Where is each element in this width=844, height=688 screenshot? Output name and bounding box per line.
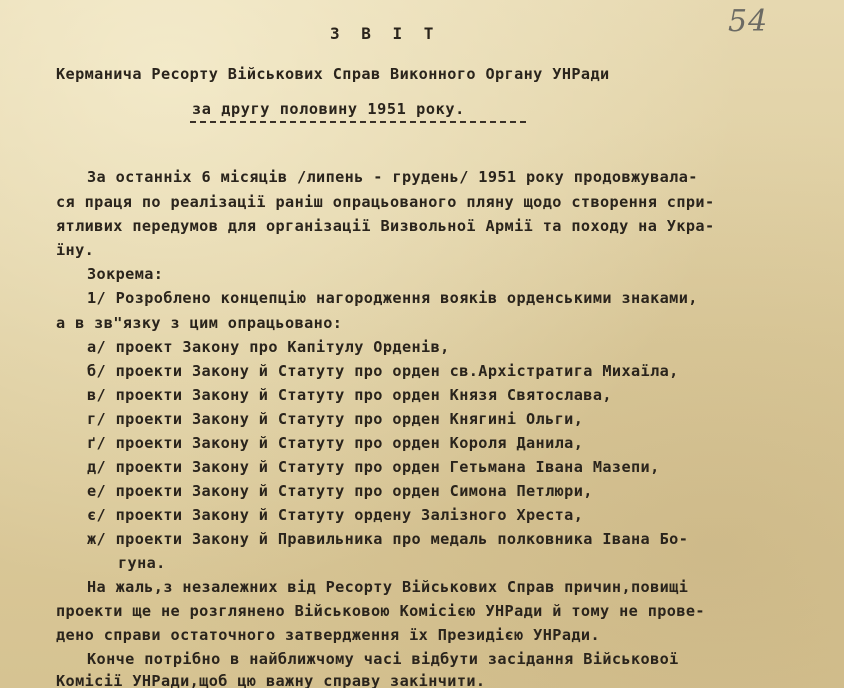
body-line-5: Зокрема: [87,265,164,283]
list-item-b: б/ проекти Закону й Статуту про орден св.Архістратига Михаїла, [87,362,679,380]
list-item-zh-cont: гуна. [118,554,166,572]
body-line-7: а в зв"язку з цим опрацьовано: [56,314,343,332]
body-line-8: На жаль,з незалежних від Ресорту Військових Справ причин,повищі [87,578,689,596]
list-item-h: г/ проекти Закону й Статуту про орден Княгині Ольги, [87,410,584,428]
body-line-3: ятливих передумов для організації Визвольної Армії та походу на Укра- [56,217,715,235]
document-subtitle: Керманича Ресорту Військових Справ Виконного Органу УНРади [56,65,610,83]
list-item-ye: є/ проекти Закону й Статуту ордену Залізного Хреста, [87,506,584,524]
document-title: З В І Т [330,24,440,43]
body-line-12: Комісії УНРади,щоб цю важну справу закінчити. [56,672,486,688]
body-line-10: дено справи остаточного затвердження їх Президією УНРади. [56,626,600,644]
list-item-d: д/ проекти Закону й Статуту про орден Гетьмана Івана Мазепи, [87,458,660,476]
list-item-e: е/ проекти Закону й Статуту про орден Симона Петлюри, [87,482,593,500]
body-line-4: їну. [56,241,95,259]
list-item-g: ґ/ проекти Закону й Статуту про орден Короля Данила, [87,434,584,452]
list-item-v: в/ проекти Закону й Статуту про орден Князя Святослава, [87,386,612,404]
body-line-1: За останніх 6 місяців /липень - грудень/ 1951 року продовжувала- [87,168,698,186]
body-line-11: Конче потрібно в найближчому часі відбути засідання Військової [87,650,679,668]
list-item-zh: ж/ проекти Закону й Правильника про медаль полковника Івана Бо- [87,530,689,548]
body-line-9: проекти ще не розглянено Військовою Комісією УНРади й тому не прове- [56,602,705,620]
list-item-a: а/ проект Закону про Капітулу Орденів, [87,338,450,356]
period-underline [190,121,526,123]
body-line-6: 1/ Розроблено концепцію нагородження вояків орденськими знаками, [87,289,698,307]
body-line-2: ся праця по реалізації раніш опрацьованого пляну щодо створення спри- [56,193,715,211]
document-period: за другу половину 1951 року. [192,100,465,118]
page-number: 54 [728,4,769,39]
